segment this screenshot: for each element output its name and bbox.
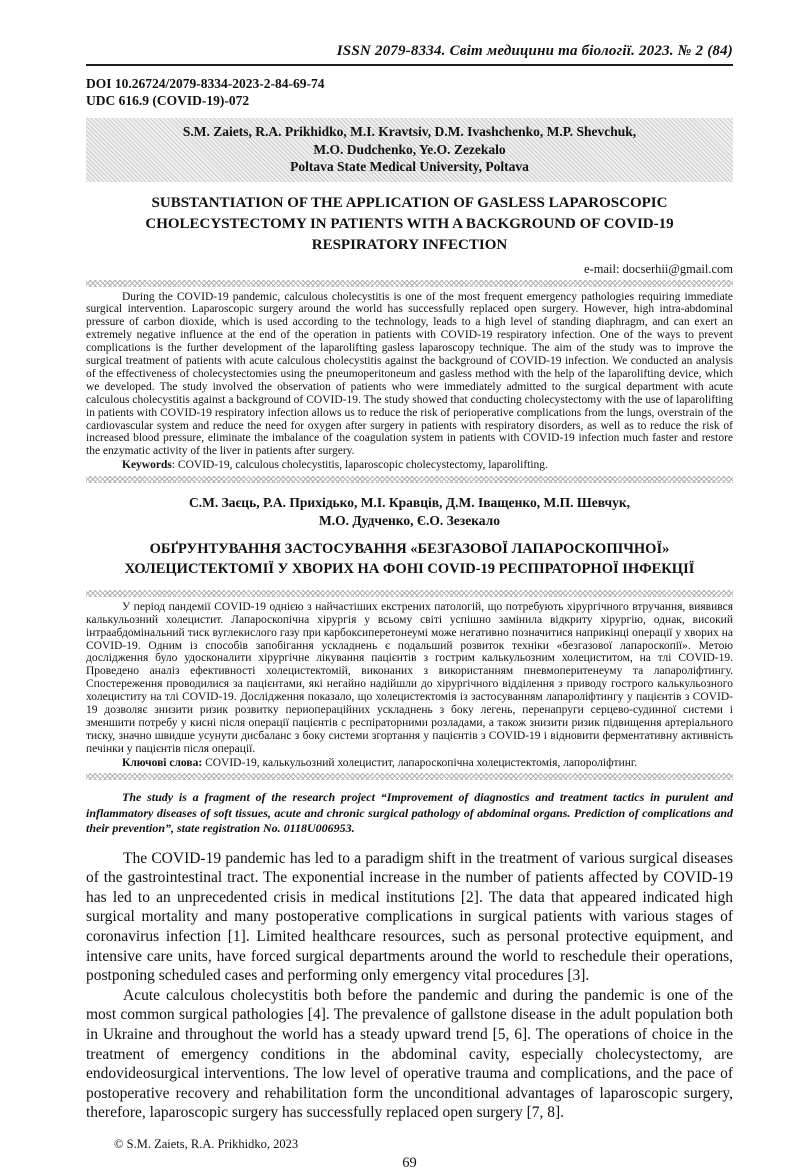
keywords-label-en: Keywords [122, 459, 172, 472]
article-title-uk: ОБҐРУНТУВАННЯ ЗАСТОСУВАННЯ «БЕЗГАЗОВОЇ ЛАПАРОСКОПІЧНОЇ» ХОЛЕЦИСТЕКТОМІЇ У ХВОРИХ НА ФОНІ COVID-19 РЕСПІРАТОРНОЇ ІНФЕКЦІЇ [124, 540, 695, 577]
journal-issn-line: ISSN 2079-8334. Світ медицини та біології. 2023. № 2 (84) [336, 43, 733, 59]
keywords-line-uk [86, 757, 733, 771]
section-divider [86, 773, 733, 780]
udc-line: UDC 616.9 (COVID-19)-072 [86, 93, 250, 108]
page-number: 69 [402, 1154, 417, 1171]
email-line: e-mail: docserhii@gmail.com [584, 261, 733, 276]
authors-uk-line1: С.М. Заєць, Р.А. Прихідько, М.І. Кравців, Д.М. Іващенко, М.П. Шевчук, [188, 494, 630, 510]
keywords-label-uk: Ключові слова: [122, 756, 203, 769]
article-title-en: SUBSTANTIATION OF THE APPLICATION OF GASLESS LAPAROSCOPIC CHOLECYSTECTOMY IN PATIENTS WITH A BACKGROUND OF COVID-19 RESPIRATORY INFECTION [145, 194, 674, 253]
authors-en-line1: S.M. Zaiets, R.A. Prikhidko, M.I. Kravtsiv, D.M. Ivashchenko, M.P. Shevchuk, [182, 124, 637, 139]
body-paragraph: The COVID-19 pandemic has led to a paradigm shift in the treatment of various surgical diseases of the gastrointestinal tract. The exponential increase in the number of patients affected by COVID-19 has led to an unprecedented crisis in medical institutions [2]. The data that appeared indicated high surgical mortality and many postoperative complications in surgical patients with various stages of coronavirus infection [1]. Limited healthcare resources, such as personal protective equipment, and intensive care units, have forced surgical departments around the world to reschedule their operations, postponing scheduled cases and performing only emergency vital procedures [3]. [86, 849, 733, 985]
authors-banner-en [86, 118, 733, 182]
section-divider [86, 590, 733, 597]
spacer [86, 579, 733, 587]
page-footer [86, 1136, 733, 1172]
authors-uk-block [86, 494, 733, 530]
body-paragraph: Acute calculous cholecystitis both before the pandemic and during the pandemic is one of the most common surgical pathologies [4]. The prevalence of gallstone disease in the adult population both in Ukraine and throughout the world has a steady upward trend [5, 6]. The operations of choice in the treatment of emergency conditions in the abdominal cavity, especially cholecystectomy, are endovideosurgical interventions. The low level of operative trauma and complications, and the pace of postoperative recovery and rehabilitation form the unconditional advantages of laparoscopic surgery, therefore, laparoscopic surgery has successfully replaced open surgery [7, 8]. [86, 986, 733, 1122]
doi-line: DOI 10.26724/2079-8334-2023-2-84-69-74 [86, 76, 325, 91]
keywords-line-en [86, 459, 733, 473]
keywords-text-uk: COVID-19, калькульозний холецистит, лапароскопічна холецистектомія, лапороліфтинг. [202, 756, 638, 769]
header-rule [86, 64, 733, 66]
abstract-uk: У період пандемії COVID-19 однією з найчастіших екстрених патологій, що потребують хірургічного втручання, виявився калькульозний холецистит. Лапароскопічна хірургія у всьому світі успішно замінила відкриту хірургію, однак, високий інтраабдомінальний тиск вуглекислого газу при карбоксиперетонеумі може негативно позначитися наприкінці операції у хворих на COVID-19. Одним із способів запобігання ускладнень є подальший розвиток техніки «безгазової лапароскопії». Метою дослідження було удосконалити хірургічне лікування пацієнтів з гострим калькульозним холециститом, на тлі COVID-19. Проведено аналіз ефективності холецистектомій, виконаних з використанням пневмоперитенеуму та лапароліфтингу. Спостереження проводилися за пацієнтами, які негайно надійшли до хірургічного відділення з приводу гострого калькульозного холециститу на тлі COVID-19. Дослідження показало, що холецистектомія із застосуванням лапароліфтингу у пацієнтів з COVID-19 дозволяє знизити ризик розвитку периопераційних ускладнень з боку легень, перенапруги серцево-судинної системи і зменшити потребу у кисні після операції пацієнтів с респіраторними розладами, а також знизити ризик підвищення артеріального тиску, значно швидше усунути дисбаланс з боку системи згортання у пацієнтів з COVID-19 і відновити ферментативну активність печінки у пацієнтів після операції. [86, 600, 733, 755]
affiliation-en: Poltava State Medical University, Poltava [290, 159, 529, 174]
research-note: The study is a fragment of the research project “Improvement of diagnostics and treatment tactics in purulent and inflammatory diseases of soft tissues, acute and chronic surgical pathology of abdominal organs. Prediction of complications and their prevention”, state registration No. 0118U006953. [86, 790, 733, 836]
abstract-en: During the COVID-19 pandemic, calculous cholecystitis is one of the most frequent emergency pathologies requiring immediate surgical intervention. Laparoscopic surgery around the world has successfully replaced open surgery. However, high intra-abdominal pressure of carbon dioxide, which is used according to the technology, leads to a high level of standing diaphragm, and can exert an extremely negative influence at the end of the operation in patients with COVID-19 respiratory infection. One of the ways to prevent complications is the further development of the laparolifting gasless laparoscopy technique. The aim of the study was to improve the surgical treatment of patients with acute calculous cholecystitis against the background of COVID-19 infection. We conducted an analysis of the effectiveness of cholecystectomies using the pneumoperitoneum and gasless method with the help of the laparolifting device, which we developed. The study involved the observation of patients who were immediately admitted to the surgical department with acute calculous cholecystitis against a background of COVID-19. The study showed that conducting cholecystectomy with the use of laparolifting in patients with COVID-19 respiratory infection allows us to reduce the risk of perioperative complications from the lungs, overstrain of the cardiovascular system and reduce the need for oxygen after surgery in patients with respiratory disorders, as well as to reduce the risk of increased blood pressure, eliminate the imbalance of the coagulation system in patients with COVID-19 infection much faster and restore the enzymatic activity of the liver in patients after surgery. [86, 290, 733, 458]
section-divider [86, 476, 733, 483]
article-body [86, 849, 733, 1123]
section-divider [86, 280, 733, 287]
copyright-line: © S.M. Zaiets, R.A. Prikhidko, 2023 [114, 1136, 299, 1151]
keywords-text-en: : COVID-19, calculous cholecystitis, laparoscopic cholecystectomy, laparolifting. [171, 459, 548, 472]
authors-uk-line2: М.О. Дудченко, Є.О. Зезекало [319, 512, 500, 528]
authors-en-line2: M.O. Dudchenko, Ye.O. Zezekalo [313, 141, 506, 157]
